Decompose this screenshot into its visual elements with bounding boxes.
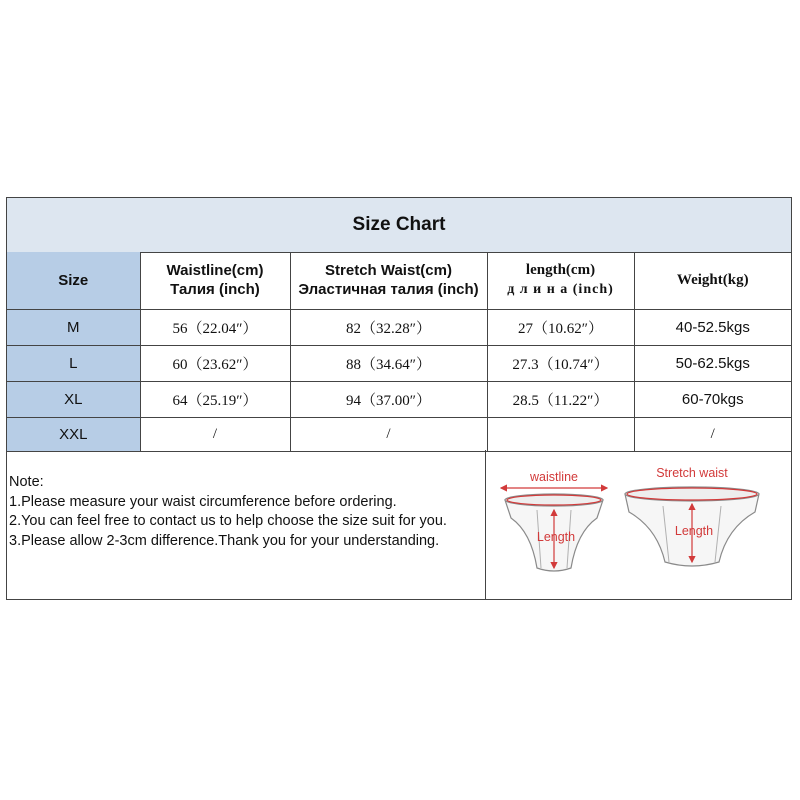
stretch-cell: / [290, 417, 487, 451]
header-waistline: Waistline(cm) Талия (inch) [140, 252, 290, 309]
length-cell: 27.3（10.74″） [487, 345, 634, 381]
notes-heading: Note: [9, 474, 44, 490]
length-cell: 27（10.62″） [487, 309, 634, 345]
note-item: 3.Please allow 2-3cm difference.Thank you for your understanding. [9, 532, 440, 549]
waist-cell: 56（22.04″） [140, 309, 290, 345]
header-size: Size [7, 252, 140, 309]
size-cell: XXL [7, 417, 140, 451]
bottom-section [7, 450, 791, 599]
weight-cell: 50-62.5kgs [634, 345, 791, 381]
stretch-waist-label: Stretch waist [656, 466, 728, 480]
measurement-diagram [487, 450, 791, 599]
table-row [7, 417, 791, 451]
size-cell: XL [7, 381, 140, 417]
stretch-cell: 88（34.64″） [290, 345, 487, 381]
size-table [7, 252, 791, 452]
header-stretch-waist: Stretch Waist(cm) Эластичная талия (inch) [290, 252, 487, 309]
weight-cell: 60-70kgs [634, 381, 791, 417]
notes [7, 450, 486, 599]
waist-cell: 60（23.62″） [140, 345, 290, 381]
waist-cell: 64（25.19″） [140, 381, 290, 417]
size-cell: L [7, 345, 140, 381]
table-row [7, 309, 791, 345]
size-chart [6, 197, 792, 600]
table-row [7, 345, 791, 381]
stretch-cell: 94（37.00″） [290, 381, 487, 417]
note-item: 2.You can feel free to contact us to help choose the size suit for you. [9, 513, 447, 529]
table-row [7, 381, 791, 417]
note-item: 1.Please measure your waist circumference before ordering. [9, 493, 397, 510]
length-cell [487, 417, 634, 451]
waistline-label: waistline [530, 470, 578, 484]
header-length: length(cm) д л и н а (inch) [487, 252, 634, 309]
left-length-label: Length [536, 530, 576, 544]
weight-cell: / [634, 417, 791, 451]
briefs-illustration [487, 450, 791, 599]
header-weight: Weight(kg) [634, 252, 791, 309]
right-length-label: Length [674, 524, 714, 538]
waist-cell: / [140, 417, 290, 451]
length-cell: 28.5（11.22″） [487, 381, 634, 417]
header-row [7, 252, 791, 309]
stretch-cell: 82（32.28″） [290, 309, 487, 345]
size-cell: M [7, 309, 140, 345]
weight-cell: 40-52.5kgs [634, 309, 791, 345]
chart-title: Size Chart [7, 198, 791, 253]
